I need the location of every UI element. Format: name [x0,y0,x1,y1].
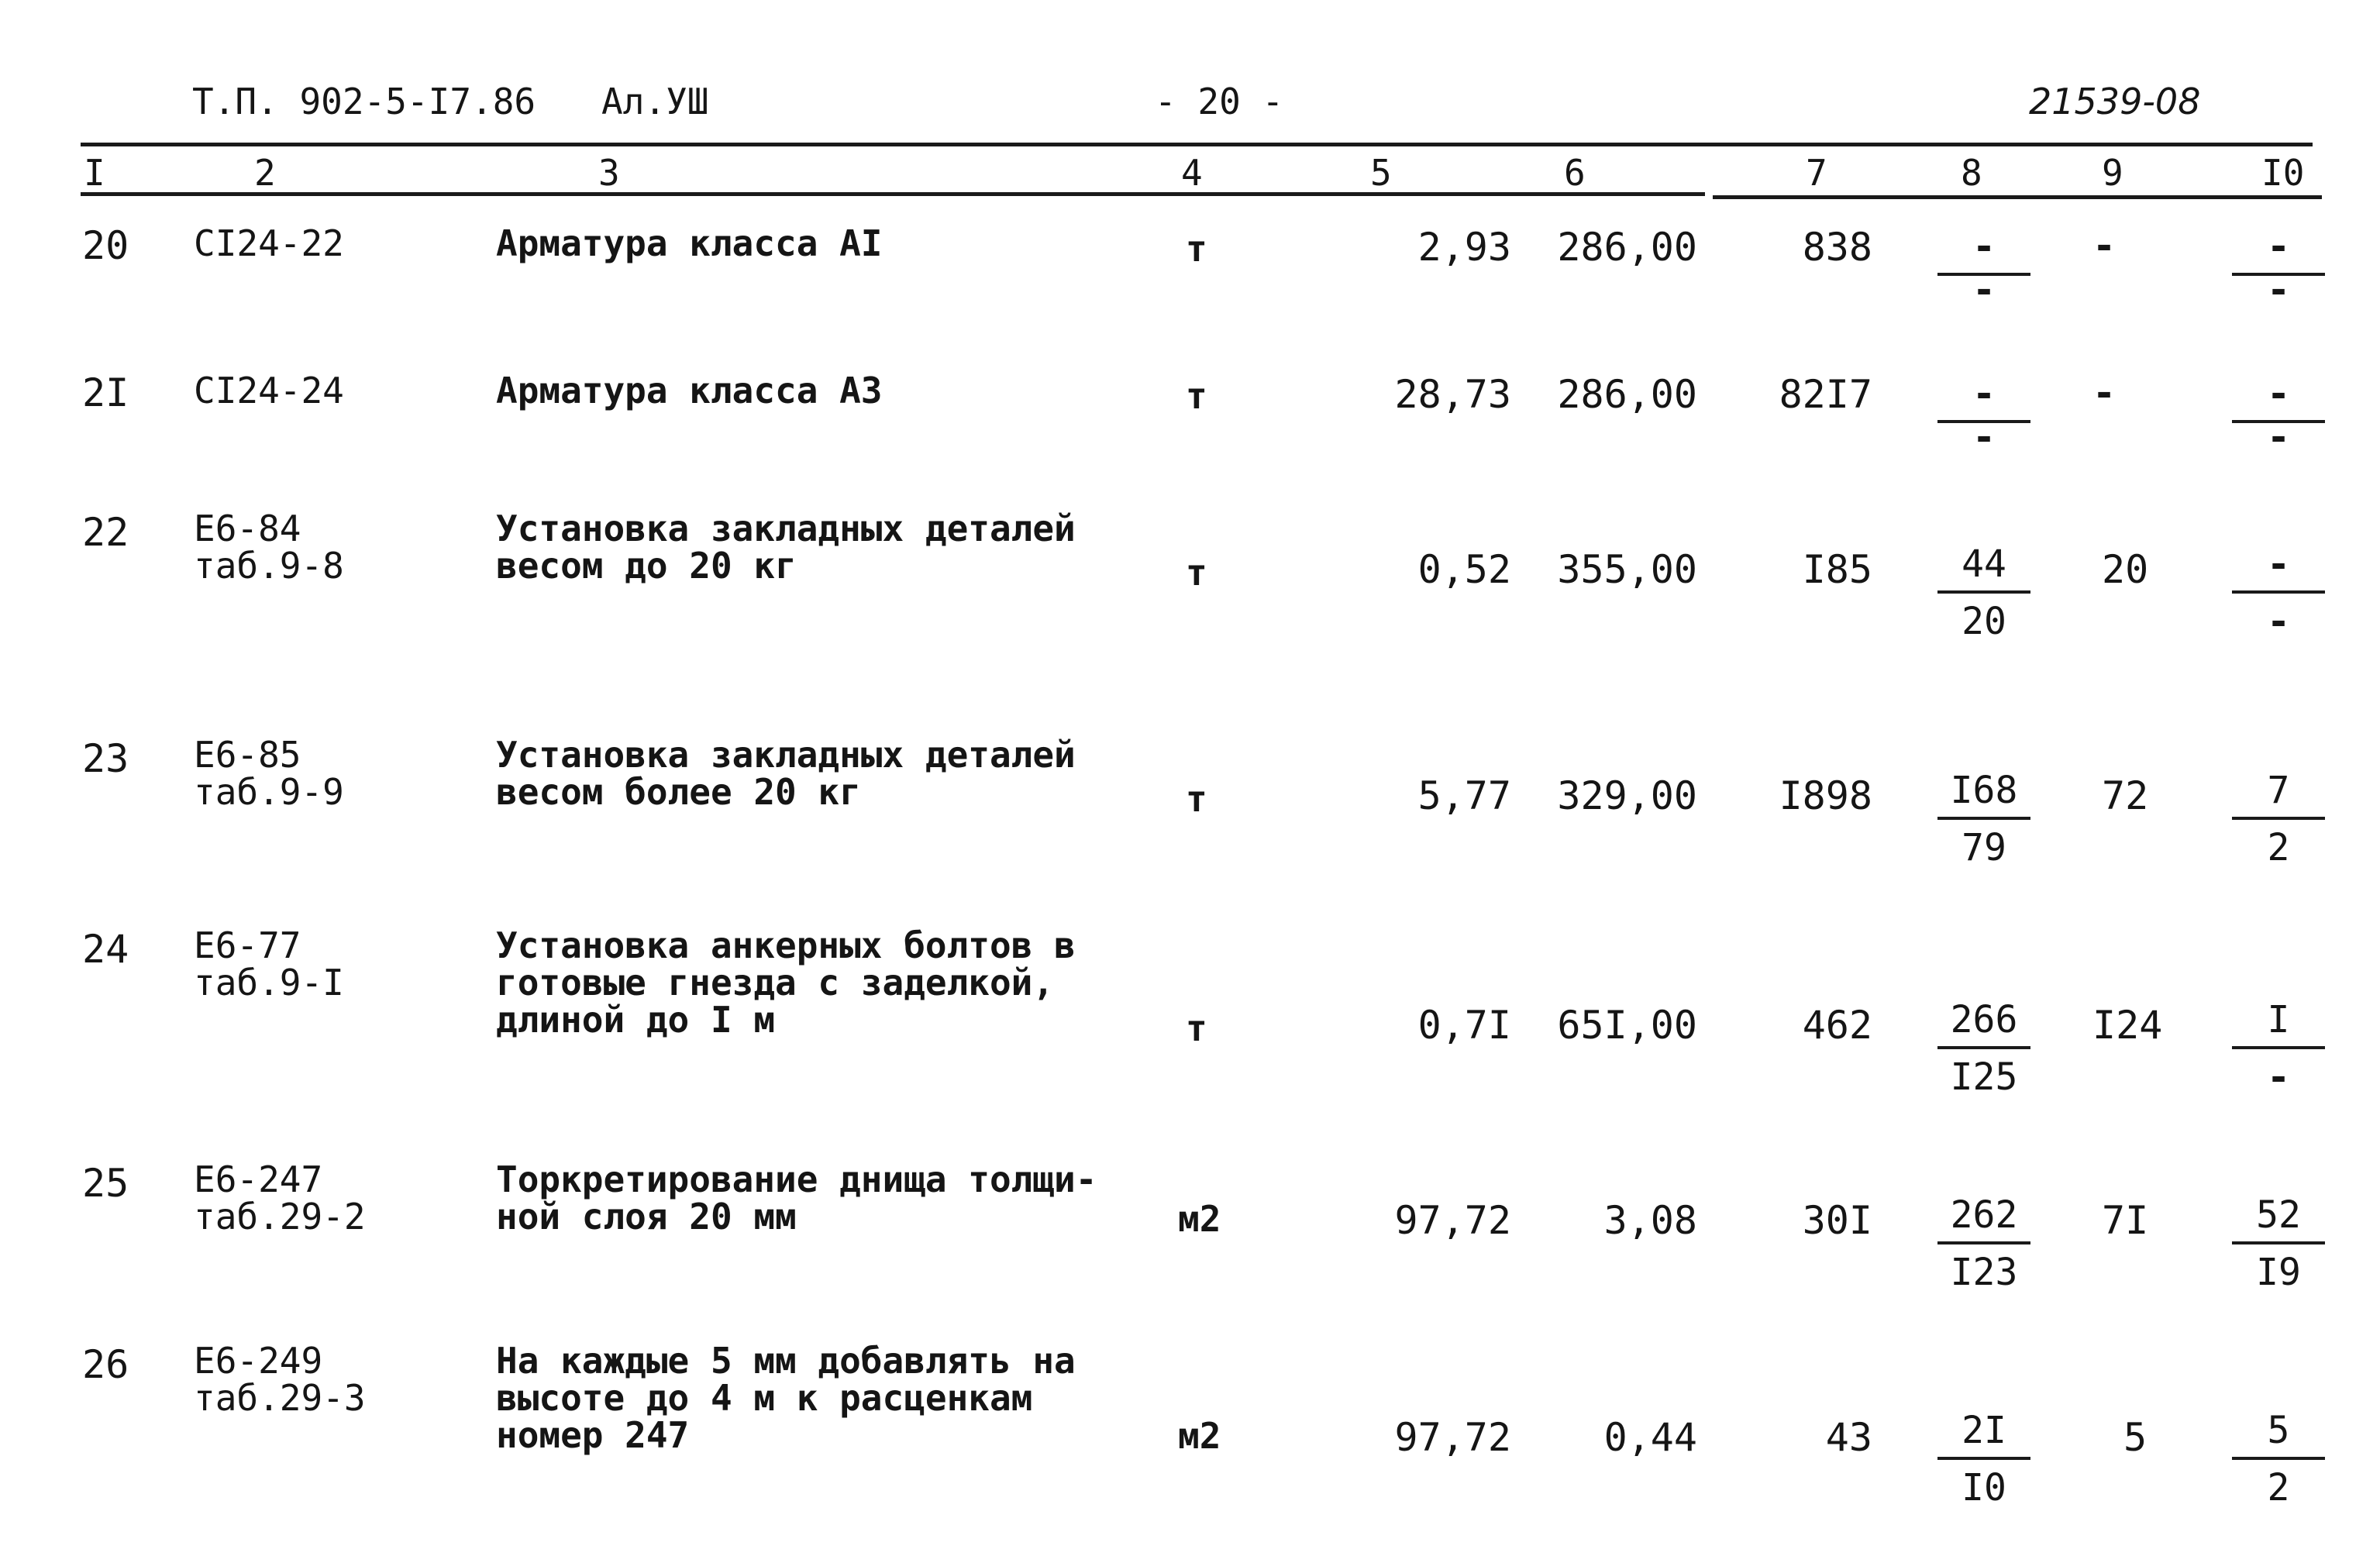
col10-top: 5 [2267,1409,2290,1452]
row-number: 25 [82,1161,129,1206]
col9-value: 7I [2102,1198,2149,1243]
unit-price: 329,00 [1557,773,1697,818]
description-line: На каждые 5 мм добавлять на [496,1340,1076,1382]
inventory-number: 21539-08 [2029,81,2201,122]
col9-value: 5 [2123,1415,2148,1460]
column-number-6: 6 [1564,152,1586,194]
col10-fraction [2232,1193,2325,1294]
col8-bottom: - [1972,415,1996,460]
col8-top: 262 [1950,1193,2018,1237]
col8-bottom: I25 [1950,1055,2018,1099]
col10-fraction [2232,371,2325,460]
col8-top: - [1972,371,1996,416]
work-description [496,508,1076,587]
page-number: - 20 - [1155,81,1284,122]
total-cost: 462 [1802,1003,1872,1048]
col10-bottom: 2 [2267,1466,2290,1510]
column-number-7: 7 [1806,152,1827,194]
work-description [496,736,1076,811]
fraction-bar [2232,1046,2325,1049]
code-table: таб.9-9 [194,771,344,813]
unit-price: 286,00 [1557,225,1697,270]
document-code: Т.П. 902-5-I7.86 [192,81,536,122]
description-line: весом до 20 кг [496,545,797,587]
description-line: Установка анкерных болтов в [496,924,1076,966]
unit-price: 0,44 [1603,1415,1697,1460]
code-main: E6-85 [194,734,301,776]
header-rule-bottom-left [81,192,1705,196]
column-number-9: 9 [2102,152,2123,194]
col8-fraction [1937,769,2030,869]
col8-fraction [1937,998,2030,1099]
header-rule-bottom-right [1713,195,2322,199]
total-cost: 30I [1802,1198,1872,1243]
col8-fraction [1937,224,2030,312]
unit-price: 65I,00 [1557,1003,1697,1048]
description-line: номер 247 [496,1414,690,1456]
col10-fraction [2232,769,2325,869]
col10-top: - [2266,542,2291,587]
description-line: весом более 20 кг [496,771,861,813]
col10-fraction [2232,998,2325,1099]
col8-top: 44 [1962,542,2006,586]
row-number: 20 [82,223,129,268]
column-number-10: I0 [2261,152,2305,194]
col10-bottom: - [2266,1055,2291,1100]
unit: м2 [1178,1198,1221,1240]
col10-top: 7 [2267,769,2290,812]
quantity: 5,77 [1417,773,1511,818]
col8-top: I68 [1950,769,2018,812]
fraction-bar [2232,1241,2325,1244]
col8-top: - [1972,224,1996,269]
col10-bottom: I9 [2256,1251,2301,1294]
unit-price: 286,00 [1557,372,1697,417]
col10-bottom: - [2266,599,2291,644]
fraction-bar [2232,590,2325,594]
col10-bottom: - [2266,415,2291,460]
col8-fraction [1937,1193,2030,1294]
column-number-5: 5 [1370,152,1392,194]
fraction-bar [2232,817,2325,820]
col9-value: - [2092,370,2117,415]
header-rule-top [81,143,2313,146]
col10-top: 52 [2256,1193,2301,1237]
column-number-4: 4 [1181,152,1203,194]
col9-value: 72 [2102,773,2149,818]
code-table: таб.9-8 [194,545,344,587]
col10-fraction [2232,542,2325,643]
unit: м2 [1178,1415,1221,1457]
total-cost: 43 [1825,1415,1872,1460]
col8-bottom: I23 [1950,1251,2018,1294]
col10-bottom: - [2266,267,2291,312]
work-description: Арматура класса A3 [496,370,883,411]
unit-price: 355,00 [1557,547,1697,592]
fraction-bar [1937,817,2030,820]
code-table: таб.29-3 [194,1377,366,1419]
unit-price: 3,08 [1603,1198,1697,1243]
description-line: ной слоя 20 мм [496,1196,797,1238]
quantity: 97,72 [1394,1198,1511,1243]
unit: т [1186,228,1207,270]
col8-top: 266 [1950,998,2018,1041]
col10-top: I [2267,998,2290,1041]
unit: т [1186,778,1207,820]
fraction-bar [1937,1046,2030,1049]
quantity: 0,52 [1417,547,1511,592]
col8-bottom: I0 [1962,1466,2006,1510]
code-main: CI24-24 [194,370,344,411]
col8-bottom: 79 [1962,826,2006,869]
work-description [496,1158,1097,1238]
col10-fraction [2232,1409,2325,1510]
quantity: 0,7I [1417,1003,1511,1048]
fraction-bar [1937,1241,2030,1244]
col8-fraction [1937,542,2030,643]
description-line: Установка закладных деталей [496,508,1076,549]
description-line: готовые гнезда с заделкой, [496,962,1055,1003]
work-description: Арматура класса AI [496,222,883,264]
column-number-1: I [84,152,105,194]
description-line: высоте до 4 м к расценкам [496,1377,1033,1419]
col10-bottom: 2 [2267,826,2290,869]
fraction-bar [1937,1457,2030,1460]
col10-fraction [2232,224,2325,312]
fraction-bar [2232,1457,2325,1460]
total-cost: 838 [1802,225,1872,270]
quantity: 28,73 [1394,372,1511,417]
row-number: 2I [82,370,129,415]
row-number: 24 [82,927,129,972]
code-table: таб.29-2 [194,1196,366,1238]
code-main: E6-249 [194,1340,323,1382]
col8-bottom: - [1972,267,1996,312]
col8-top: 2I [1962,1409,2006,1452]
quantity: 97,72 [1394,1415,1511,1460]
description-line: Установка закладных деталей [496,734,1076,776]
code-main: E6-247 [194,1158,323,1200]
sheet-label: Ал.УШ [601,81,709,122]
col8-fraction [1937,371,2030,460]
code-main: E6-77 [194,924,301,966]
description-line: длиной до I м [496,999,776,1041]
code-main: E6-84 [194,508,301,549]
unit: т [1186,552,1207,594]
col9-value: - [2092,223,2117,268]
column-number-3: 3 [598,152,620,194]
unit: т [1186,375,1207,417]
col9-value: 20 [2102,547,2149,592]
unit: т [1186,1007,1207,1049]
total-cost: I85 [1802,547,1872,592]
column-number-8: 8 [1961,152,1982,194]
work-description [496,1342,1076,1454]
total-cost: I898 [1779,773,1872,818]
code-table: таб.9-I [194,962,344,1003]
total-cost: 82I7 [1779,372,1872,417]
row-number: 23 [82,736,129,781]
col10-top: - [2266,224,2291,269]
col9-value: I24 [2092,1003,2163,1048]
col8-fraction [1937,1409,2030,1510]
fraction-bar [1937,590,2030,594]
column-number-2: 2 [254,152,276,194]
row-number: 22 [82,510,129,555]
col8-bottom: 20 [1962,600,2006,643]
row-number: 26 [82,1342,129,1387]
description-line: Торкретирование днища толщи- [496,1158,1097,1200]
work-description [496,924,1076,1041]
code-main: CI24-22 [194,222,344,264]
col10-top: - [2266,371,2291,416]
quantity: 2,93 [1417,225,1511,270]
